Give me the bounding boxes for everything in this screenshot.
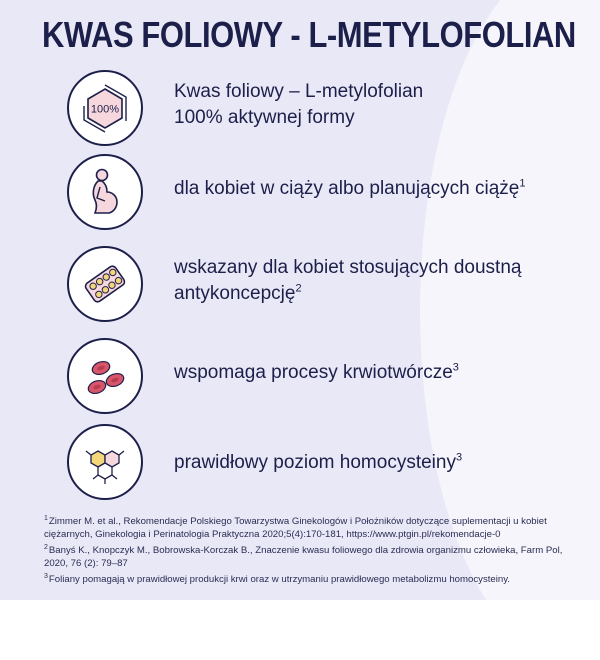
item-line: antykoncepcję bbox=[174, 283, 296, 304]
footnotes bbox=[44, 516, 589, 591]
item-line: wskazany dla kobiet stosujących doustną bbox=[174, 257, 522, 278]
item-line: Kwas foliowy – L-metylofolian bbox=[174, 81, 424, 102]
hexagon-100-percent-icon bbox=[67, 70, 143, 146]
footnote-ref: 1 bbox=[519, 177, 526, 190]
footnote-ref: 3 bbox=[455, 451, 463, 464]
list-item bbox=[0, 338, 600, 418]
item-text bbox=[174, 79, 584, 131]
item-line: 100% aktywnej formy bbox=[174, 107, 355, 128]
footnote: $^1$Zimmer M. et al., Rekomendacje Polskiego Towarzystwa Ginekologów i Położników dotyczące suplementacji u kobiet ciężarnych, Ginekologia i Perinatologia Praktyczna 2020;5(4):170-181, https://www.ptgin.pl/rekomendacje-0 bbox=[44, 514, 547, 540]
item-line: prawidłowy poziom homocysteiny bbox=[174, 452, 456, 473]
item-text bbox=[174, 255, 584, 307]
list-item bbox=[0, 70, 600, 150]
item-text bbox=[174, 360, 584, 386]
list-item bbox=[0, 154, 600, 234]
item-text bbox=[174, 450, 584, 476]
red-blood-cells-icon bbox=[67, 338, 143, 414]
footnote-ref: 3 bbox=[452, 361, 459, 374]
molecule-icon bbox=[67, 424, 143, 500]
pregnant-woman-icon bbox=[67, 154, 143, 230]
hexagon-percent-label: 100% bbox=[90, 103, 120, 116]
item-line: dla kobiet w ciąży albo planujących ciążę bbox=[174, 178, 520, 199]
item-text bbox=[174, 176, 584, 202]
footnote: $^3$Foliany pomagają w prawidłowej produkcji krwi oraz w utrzymaniu prawidłowego metabolizmu homocysteiny. bbox=[44, 572, 510, 585]
footnote: $^2$Banyś K., Knopczyk M., Bobrowska-Korczak B., Znaczenie kwasu foliowego dla zdrowia organizmu człowieka, Farm Pol, 2020, 76 (2): 79–87 bbox=[44, 543, 563, 569]
page-title: KWAS FOLIOWY - L-METYLOFOLIAN bbox=[42, 14, 576, 55]
list-item bbox=[0, 246, 600, 326]
pill-blister-icon bbox=[67, 246, 143, 322]
footnote-ref: 2 bbox=[295, 282, 302, 295]
list-item bbox=[0, 424, 600, 504]
item-line: wspomaga procesy krwiotwórcze bbox=[174, 362, 453, 383]
